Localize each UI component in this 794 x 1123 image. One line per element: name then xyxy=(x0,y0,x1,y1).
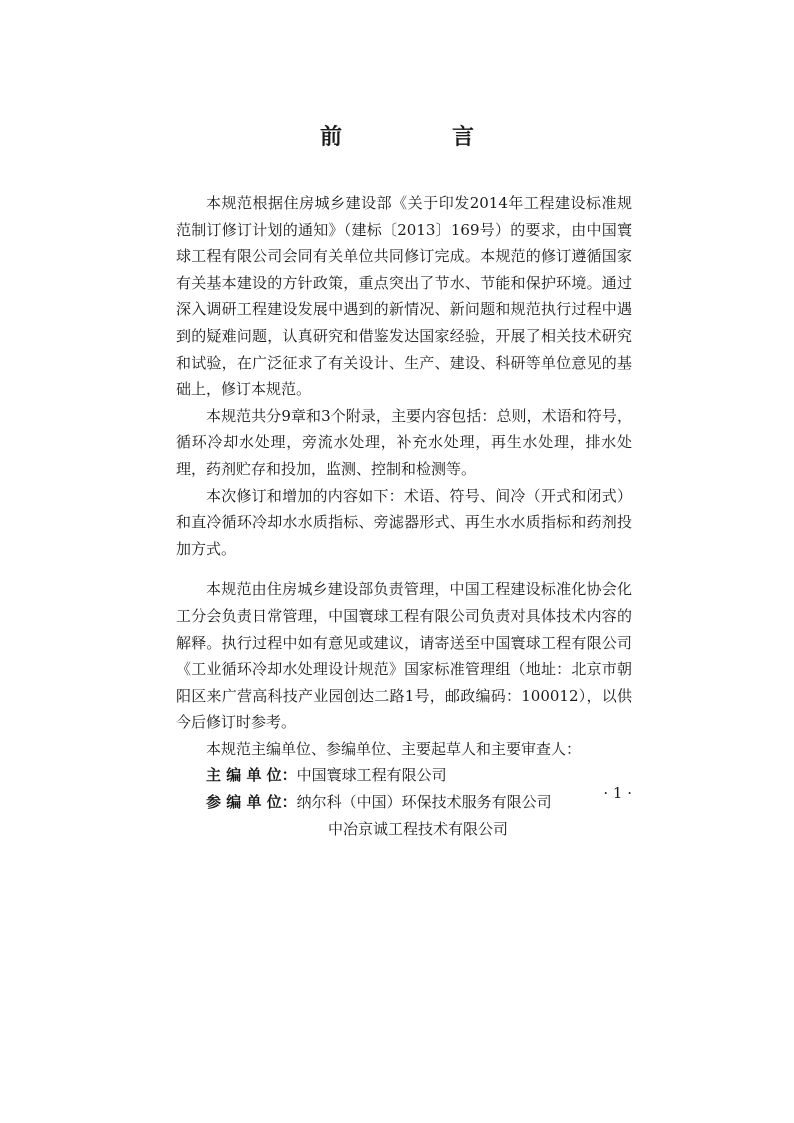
paragraph-revisions: 本次修订和增加的内容如下：术语、符号、间冷（开式和闭式）和直冷循环冷却水水质指标、旁滤器形式、再生水水质指标和药剂投加方式。 xyxy=(176,486,632,558)
paragraph-contents: 本规范共分9章和3个附录，主要内容包括：总则，术语和符号，循环冷却水处理，旁流水处理，补充水处理，再生水处理，排水处理，药剂贮存和投加，监测、控制和检测等。 xyxy=(176,406,632,478)
participating-unit-value: 纳尔科（中国）环保技术服务有限公司 xyxy=(296,793,552,812)
preface-body xyxy=(176,190,632,842)
participating-unit-label: 参 编 单 位： xyxy=(206,793,297,812)
paragraph-revision-basis: 本规范根据住房城乡建设部《关于印发2014年工程建设标准规范制订修订计划的通知》（建标〔2013〕169号）的要求，由中国寰球工程有限公司会同有关单位共同修订完成。本规范的修订遵循国家有关基本建设的方针政策，重点突出了节水、节能和保护环境。通过深入调研工程建设发展中遇到的新情况、新问题和规范执行过程中遇到的疑难问题，认真研究和借鉴发达国家经验，开展了相关技术研究和试验，在广泛征求了有关设计、生产、建设、科研等单位意见的基础上，修订本规范。 xyxy=(176,194,632,399)
paragraph-units-intro: 本规范主编单位、参编单位、主要起草人和主要审查人： xyxy=(206,739,582,758)
participating-unit-value: 中冶京诚工程技术有限公司 xyxy=(328,819,509,838)
paragraph-management: 本规范由住房城乡建设部负责管理，中国工程建设标准化协会化工分会负责日常管理，中国寰球工程有限公司负责对具体技术内容的解释。执行过程中如有意见或建议，请寄送至中国寰球工程有限公司《工业循环冷却水处理设计规范》国家标准管理组（地址：北京市朝阳区来广营高科技产业园创达二路1号，邮政编码：100012），以供今后修订时参考。 xyxy=(176,580,632,732)
paragraph-gap xyxy=(176,562,632,576)
page-number: · 1 · xyxy=(603,784,632,802)
page-title: 前 言 xyxy=(319,125,518,150)
chief-unit-value: 中国寰球工程有限公司 xyxy=(296,766,447,785)
chief-unit-label: 主 编 单 位： xyxy=(206,766,297,785)
